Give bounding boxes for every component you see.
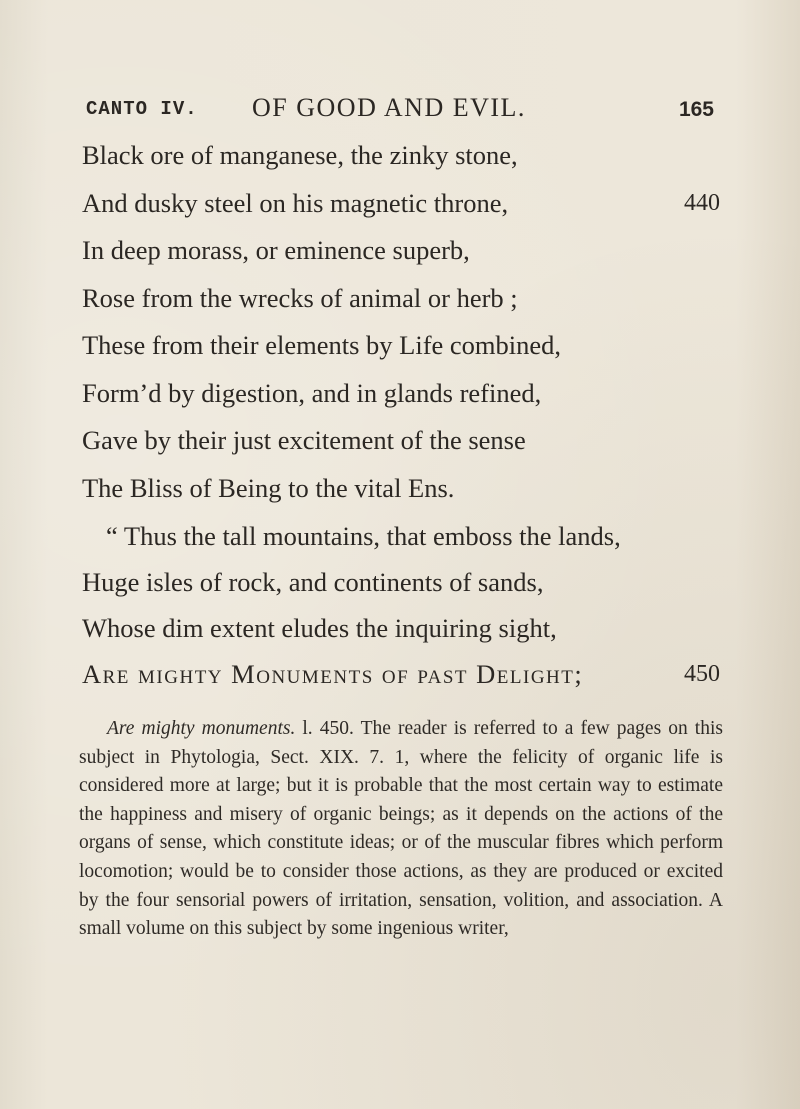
verse-line: Are mighty Monuments of past Delight; 450 [82,659,720,689]
stanza [82,138,722,518]
page-number: 165 [678,98,714,121]
verse-line: And dusky steel on his magnetic throne, 440 [82,187,720,218]
verse-line: Huge isles of rock, and continents of sands, [82,567,544,597]
verse-line: Whose dim extent eludes the inquiring sight, [82,613,557,643]
verse-line: The Bliss of Being to the vital Ens. [82,472,455,503]
stanza [82,519,722,703]
verse-line: These from their elements by Life combined, [82,330,562,360]
canto-label: CANTO IV. [86,98,198,120]
verse-line: Rose from the wrecks of animal or herb ; [82,282,518,313]
page-title: OF GOOD AND EVIL. [252,93,526,122]
line-number: 450 [684,661,720,687]
footnote-lead: Are mighty monuments. [107,718,296,739]
verse-line: Gave by their just excitement of the sense [82,425,526,455]
verse-line: In deep morass, or eminence superb, [82,235,470,265]
verse-line: Black ore of manganese, the zinky stone, [82,140,518,170]
verse-line: “ Thus the tall mountains, that emboss the lands, [106,521,621,551]
running-header [86,92,714,126]
footnote-body: l. 450. The reader is referred to a few pages on this subject in Phytologia, Sect. XIX. 7. 1, where the felicity of organic life is considered more at large; but it is probable that the most certain way to estimate the happiness and misery of organic beings; as it depends on the actions of the organs of sense, which constitute ideas; or of the muscular fibres which perform locomotion; would be to consider those actions, as they are produced or excited by the four sensorial powers of irritation, sensation, volition, and association. A small volume on this subject by some ingenious writer, [79,718,723,940]
verse-line: Form’d by digestion, and in glands refined, [82,377,542,408]
footnote [79,715,723,944]
line-number: 440 [684,189,720,216]
